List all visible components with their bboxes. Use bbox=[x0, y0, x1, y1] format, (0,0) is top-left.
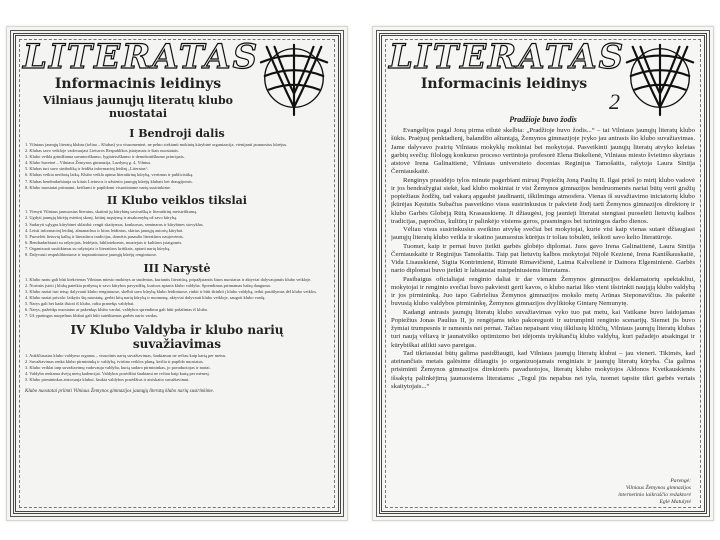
statute-item: 3. Klubo nariai turi teisę: dalyvauti klubo renginiuose, skelbti savo kūrybą klubo leidiniuose, rinkti ir būti išrinkti į klubo valdybą, teikti pasiūlymus dėl klubo veiklos. bbox=[25, 288, 318, 294]
statute-item: 6. Bendradarbiauti su rašytojais, leidėjais, bibliotekomis, muziejais ir kultūros įstaigomis. bbox=[25, 239, 183, 245]
masthead bbox=[389, 37, 626, 92]
article-paragraph: Renginys prasidėjo tylos minute pagerbiant mirusį Popiežių Joną Paulių II. Ilgai prieš jo mirtį klubo vadovė ir jos bendražygiai siekė, kad klubo mokiniai ir visi Žemynos gimnazijos bendruomenės nariai būtų verti gražių popiežiaus žodžių, tad vakarą apgaubė jaudinanti, iškilminga atmosfera. Vienas iš suvažiavimo iniciatorių klubo įkūrėjas Kęstutis Subačius pasveikino visus susirinkusius ir pakvietė žodį tarti Žemynos gimnazijos direktorę ir klubo Garbės Globėją Rūtą Krasauskienę. Ji džiaugėsi, jog jaunieji literatai stengiasi puoselėti lietuvių kalbos tradicijas, papročius, kultūrą ir palinkėjo visiems geros, prasmingos bei turiningos darbo dienos. bbox=[391, 176, 695, 225]
statute-item: 8. Dalyvauti respublikiniuose ir tarptautiniuose jaunųjų kūrėjų renginiuose. bbox=[25, 252, 158, 258]
newsletter-page-right bbox=[372, 26, 714, 521]
section-heading: III Narystė bbox=[143, 261, 211, 275]
newsletter-page-left bbox=[6, 26, 348, 521]
statute-item: 6. Narys, pažeidęs nuostatus ar pakenkęs klubo vardui, valdybos sprendimu gali būti pašalintas iš klubo. bbox=[25, 307, 209, 313]
signoff-line: internetinio laikraščio redaktorė bbox=[618, 492, 691, 498]
statute-item: 4. Klubo nariai privalo: laikytis šių nuostatų, gerbti kitų narių kūrybą ir nuomonę, aktyviai dalyvauti klubo veikloje, saugoti klubo vardą. bbox=[25, 295, 266, 300]
article-paragraph: Tad tikriausiai būtų galima pasidžiaugti, kad Vilniaus jaunųjų literatų klubui – jau vieneri. Tikimės, kad ateinančiais metais galėsime džiaugtis jo organizuojamais renginiais ir jaunųjų literatų kūryba. Čia galima prisiminti Žemynos gimnazijos direktorės pavaduotojos, literatų klubo mokytojos Aldonos Kvetkauskienės išsakytą palinkėjimą jaunuosiems literatams: „Tegul jūs nepabus nei tyla, tuomet tapsite tikri garbės vertais skaitytojais...“ bbox=[391, 349, 695, 390]
statute-item: 3. Sudaryti sąlygas kūrybinei sklaidai: rengti skaitymus, konkursus, seminarus ir kūrybines stovyklas. bbox=[25, 221, 204, 227]
logo-wordmark: LITERATAS bbox=[23, 37, 260, 77]
statute-item: 4. Leisti informacinį leidinį, almanachus ir kitus leidinius, skirtus jaunųjų autorių kūrybai. bbox=[25, 227, 184, 233]
section-body bbox=[25, 209, 329, 257]
article-paragraph: Kadangi antrasis jaunųjų literatų klubo suvažiavimas vyko tuo pat metu, kai Vatikane buvo laidojamas Popiežius Jonas Paulius II, jo rengėjams teko pakoreguoti ir sutrumpinti renginio scenarijų. Siemet jis buvo žymiai trumpesnis ir ramesnis nei pernai. Tačiau nepaisant visų iškilusių kliūčių, Vilniaus jaunųjų literatų klubas turi naują vėliavą ir jaunatviško optimizmo bei idėjomis trykštančią klubo valdybą, kuri pažadėjo atsakingai ir kūrybiškai atlikti savo pareigas. bbox=[391, 308, 695, 349]
article-paragraph: Pasibaigus oficialiajai renginio daliai ir dar vienam Žemynos gimnazijos deklamatorių spektakliui, mokytojai ir renginio svečiai buvo pakviesti gerti kavos, o klubo nariai liko vieni išsirinkti naująją klubo valdybą ir jos pirmininką. Juo tapo Gabrielius Žemynos gimnazijos mokslo metų Arūnas Steponavičius. Jis pakeitė buvusią klubo valdybos pirmininkę, Žemynos gimnazijos dvyliktokę Gintarę Nemunytę. bbox=[391, 275, 695, 308]
footnote: Klubo nuostatai priimti Vilniaus Žemynos gimnazijos jaunųjų literatų klubo narių susirinkime. bbox=[25, 389, 214, 395]
masthead bbox=[23, 37, 260, 120]
section-heading: IV Klubo Valdyba ir klubo narių suvažiavimas bbox=[70, 322, 284, 351]
article-paragraph: Evangelijos pagal Joną pirma eilutė skelbia: „Pradžioje buvo žodis...“ – tai Vilniaus jaunųjų literatų klubo šūkis. Praėjusį penktadienį, balandžio aštuntąją, Žemynos gimnazijoje įvyko jau antrasis šio klubo suvažiavimas. Jame dalyvavo įvairių Vilniaus mokyklų mokiniai bei mokytojai. Pasveikinti jaunųjų literatų atvyko keletas garbių svečių: filologų konkurso proceso vertintoja profesorė Elena Bukelienė, Vilniaus miesto švietimo skyriaus atstovė Irena Galinaitienė, Vilniaus universiteto docentas Reginijus Tamošaitis, rašytoja Laura Sintija Černiauskaitė. bbox=[391, 127, 695, 176]
statute-content bbox=[25, 123, 329, 506]
club-emblem-icon bbox=[621, 37, 699, 119]
statute-item: 3. Klubo veikla grindžiama savanoriškumo, lygiateisiškumo ir demokratiškumo principais. bbox=[25, 154, 185, 160]
section-heading: II Klubo veiklos tikslai bbox=[106, 194, 247, 208]
statute-item: 7. Organizuoti susitikimus su rašytojais ir literatūros kritikais, aptarti narių kūrybą. bbox=[25, 245, 171, 251]
newsletter-subtitle: Informacinis leidinys bbox=[420, 76, 588, 92]
section-body bbox=[25, 142, 329, 190]
statute-item: 4. Klubo buveinė – Vilniaus Žemynos gimnazija, Lazdynų g. 4, Vilnius. bbox=[25, 160, 152, 166]
statute-item: 2. Norintis įstoti į klubą pateikia prašymą ir savo kūrybos pavyzdžių, kuriuos aptaria klubo valdyba. Sprendimas priimamas balsų dauguma. bbox=[25, 282, 271, 288]
statute-item: 7. Klubas bendradarbiauja su kitais Lietuvos ir užsienio jaunųjų kūrėjų klubais bei draugijomis. bbox=[25, 178, 193, 184]
article-title: Pradžioje buvo žodis bbox=[509, 115, 577, 124]
article-content bbox=[391, 115, 695, 506]
logo-wordmark: LITERATAS bbox=[389, 37, 626, 77]
article-body bbox=[391, 127, 695, 391]
club-emblem-icon bbox=[255, 37, 333, 119]
page-number: 2 bbox=[609, 89, 620, 114]
signoff-line: Parengė: bbox=[670, 478, 691, 484]
article-paragraph: Tuomet, kaip ir pernai buvo įteikti garbės globėjo diplomai. Juos gavo Irena Galinaitienė, Laura Sintija Černiauskaitė ir Reginijus Tamošaitis. Taip pat lietuvių kalbos mokytojai Nijolė Kezienė, Irena Kaniškauskaitė, Vida Lisauskienė, Sigita Kontrimienė, Rimutė Rimavičienė, Laima Kalvelienė ir Dainora Elgeminienė. Garbės nario diplomai buvo įteikti ir labiausiai nusipelniusiems literatams. bbox=[391, 242, 695, 275]
statute-item: 3. Klubo veiklai tarp suvažiavimų vadovauja valdyba, kurią sudaro pirmininkas, jo pavaduotojas ir nariai. bbox=[25, 365, 211, 371]
statute-item: 8. Klubo nuostatai priimami, keičiami ir papildomi visuotiniame narių susirinkime. bbox=[25, 184, 172, 190]
statute-item: 7. Už ypatingus nuopelnus klubui gali būti suteikiamas garbės nario vardas. bbox=[25, 313, 158, 319]
statute-item: 5. Puoselėti lietuvių kalbą ir literatūros tradicijas, domėtis pasaulio literatūros naujovėmis. bbox=[25, 233, 184, 239]
signoff-line: Eglė Matulytė bbox=[659, 499, 691, 505]
statute-item: 1. Vienyti Vilniaus jaunuosius literatus, skatinti jų kūrybinę saviraišką ir literatūrinį meistriškumą. bbox=[25, 209, 198, 215]
statute-item: 2. Klubas savo veikloje vadovaujasi Lietuvos Respublikos įstatymais ir šiais nuostatais. bbox=[25, 148, 179, 154]
newsletter-subtitle: Informacinis leidinys bbox=[54, 76, 222, 92]
statute-item: 2. Ugdyti jaunųjų kūrėjų estetinį skonį, kritinį mąstymą ir atsakomybę už savo kūrybą. bbox=[25, 215, 178, 221]
section-heading: I Bendroji dalis bbox=[129, 127, 225, 140]
statute-item: 5. Klubas turi savo simboliką ir leidžia informacinį leidinį „Literatas“. bbox=[25, 166, 149, 172]
statute-item: 1. Aukščiausias klubo valdymo organas – visuotinis narių suvažiavimas, šaukiamas ne rečiau kaip kartą per metus. bbox=[25, 352, 227, 358]
statute-item: 2. Suvažiavimas renka klubo pirmininką ir valdybą, tvirtina veiklos planą, keičia ir papildo nuostatus. bbox=[25, 359, 204, 365]
author-signoff bbox=[581, 478, 691, 506]
statute-item: 5. Klubo pirmininkas atstovauja klubui, šaukia valdybos posėdžius ir atsiskaito suvažiavimui. bbox=[25, 377, 190, 383]
statute-item: 4. Valdyba renkama dvejų metų kadencijai. Valdybos posėdžiai šaukiami ne rečiau kaip kartą per mėnesį. bbox=[25, 371, 210, 377]
section-body bbox=[25, 353, 329, 383]
signoff-line: Vilniaus Žemynos gimnazijos bbox=[625, 485, 691, 491]
section-body bbox=[25, 277, 329, 319]
statute-item: 1. Klubo nariu gali būti kiekvienas Vilniaus miesto mokinys ar studentas, kuriantis literatūrą, pripažįstantis šiuos nuostatus ir aktyviai dalyvaujantis klubo veikloje. bbox=[25, 276, 312, 282]
article-paragraph: Vėliau visus susirinkusius sveikino atvykę svečiai bei mokytojai, kurie visi kaip vienas sutarė džiaugiasi jaunųjų literatų klubo veikla ir skatino jaunuosius kūrėjus ir toliau tobulėti, ieškoti savo kelio literatūroje. bbox=[391, 226, 695, 242]
statute-item: 5. Narys gali bet kada išstoti iš klubo, raštu pranešęs valdybai. bbox=[25, 301, 135, 307]
statute-item: 1. Vilniaus jaunųjų literatų klubas (toliau – Klubas) yra visuomeninė, ne pelno siekianti mokinių kūrybinė organizacija, vienijanti jaunuosius kūrėjus. bbox=[25, 142, 288, 147]
document-title: Vilniaus jaunųjų literatų klubo nuostatai bbox=[42, 94, 234, 120]
statute-item: 6. Klubas veikia neribotą laiką. Klubo veikla apima literatūrinę kūrybą, vertimus ir publicistiką. bbox=[25, 172, 194, 178]
